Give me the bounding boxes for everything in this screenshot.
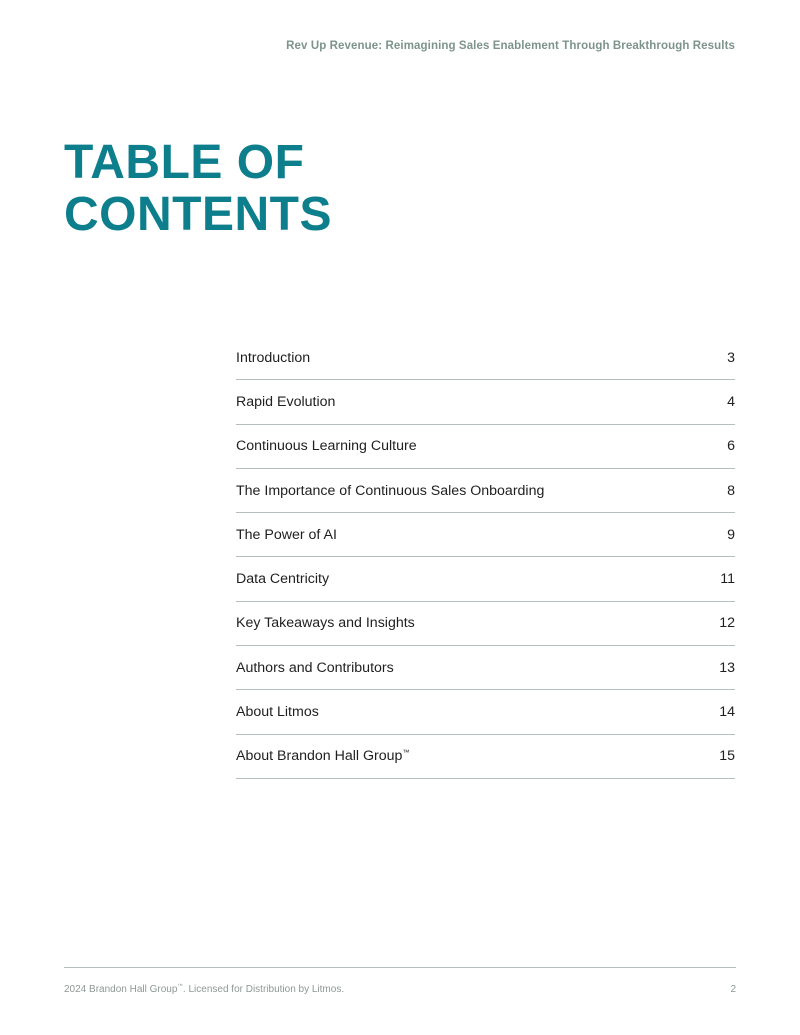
toc-entry-continuous-sales-onboarding[interactable] (236, 469, 735, 513)
toc-entry-label: About Litmos (236, 704, 319, 721)
title-line-1: TABLE OF (64, 136, 305, 189)
toc-entry-page: 14 (719, 704, 735, 721)
toc-entry-page: 3 (727, 349, 735, 366)
toc-entry-page: 13 (719, 659, 735, 676)
toc-entry-label: Data Centricity (236, 571, 330, 588)
toc-entry-label: Key Takeaways and Insights (236, 615, 415, 632)
toc-entry-label: About Brandon Hall Group (236, 748, 403, 765)
footer-copyright (64, 984, 344, 995)
toc-entry-power-of-ai[interactable] (236, 513, 735, 557)
toc-entry-data-centricity[interactable] (236, 557, 735, 601)
toc-entry-about-litmos[interactable] (236, 690, 735, 734)
toc-entry-label: Introduction (236, 349, 311, 366)
title-line-2: CONTENTS (64, 188, 332, 241)
copyright-prefix: 2024 Brandon Hall Group (64, 984, 178, 995)
toc-entry-authors-contributors[interactable] (236, 646, 735, 690)
toc-entry-page: 12 (719, 615, 735, 632)
toc-entry-page: 15 (719, 748, 735, 765)
page-number: 2 (730, 984, 736, 995)
trademark-mark: ™ (402, 749, 410, 757)
toc-entry-rapid-evolution[interactable] (236, 380, 735, 424)
copyright-suffix: . Licensed for Distribution by Litmos. (182, 984, 345, 995)
toc-list (236, 336, 735, 779)
toc-entry-label: Continuous Learning Culture (236, 438, 417, 455)
running-header-title: Rev Up Revenue: Reimagining Sales Enablement Through Breakthrough Results (286, 40, 735, 52)
toc-entry-label-wrap (236, 748, 409, 764)
page-title (64, 137, 332, 241)
toc-entry-page: 6 (727, 438, 735, 455)
toc-entry-continuous-learning-culture[interactable] (236, 425, 735, 469)
toc-entry-page: 11 (720, 571, 735, 588)
toc-entry-label: The Importance of Continuous Sales Onboarding (236, 482, 545, 499)
trademark-mark: ™ (177, 983, 183, 990)
toc-entry-key-takeaways[interactable] (236, 602, 735, 646)
toc-entry-label: The Power of AI (236, 526, 337, 543)
footer-divider (64, 967, 736, 968)
toc-entry-page: 4 (727, 393, 735, 410)
toc-entry-page: 8 (727, 482, 735, 499)
toc-entry-about-brandon-hall-group[interactable] (236, 735, 735, 779)
toc-entry-introduction[interactable] (236, 336, 735, 380)
toc-entry-label: Authors and Contributors (236, 659, 394, 676)
toc-entry-page: 9 (727, 526, 735, 543)
toc-entry-label: Rapid Evolution (236, 393, 336, 410)
